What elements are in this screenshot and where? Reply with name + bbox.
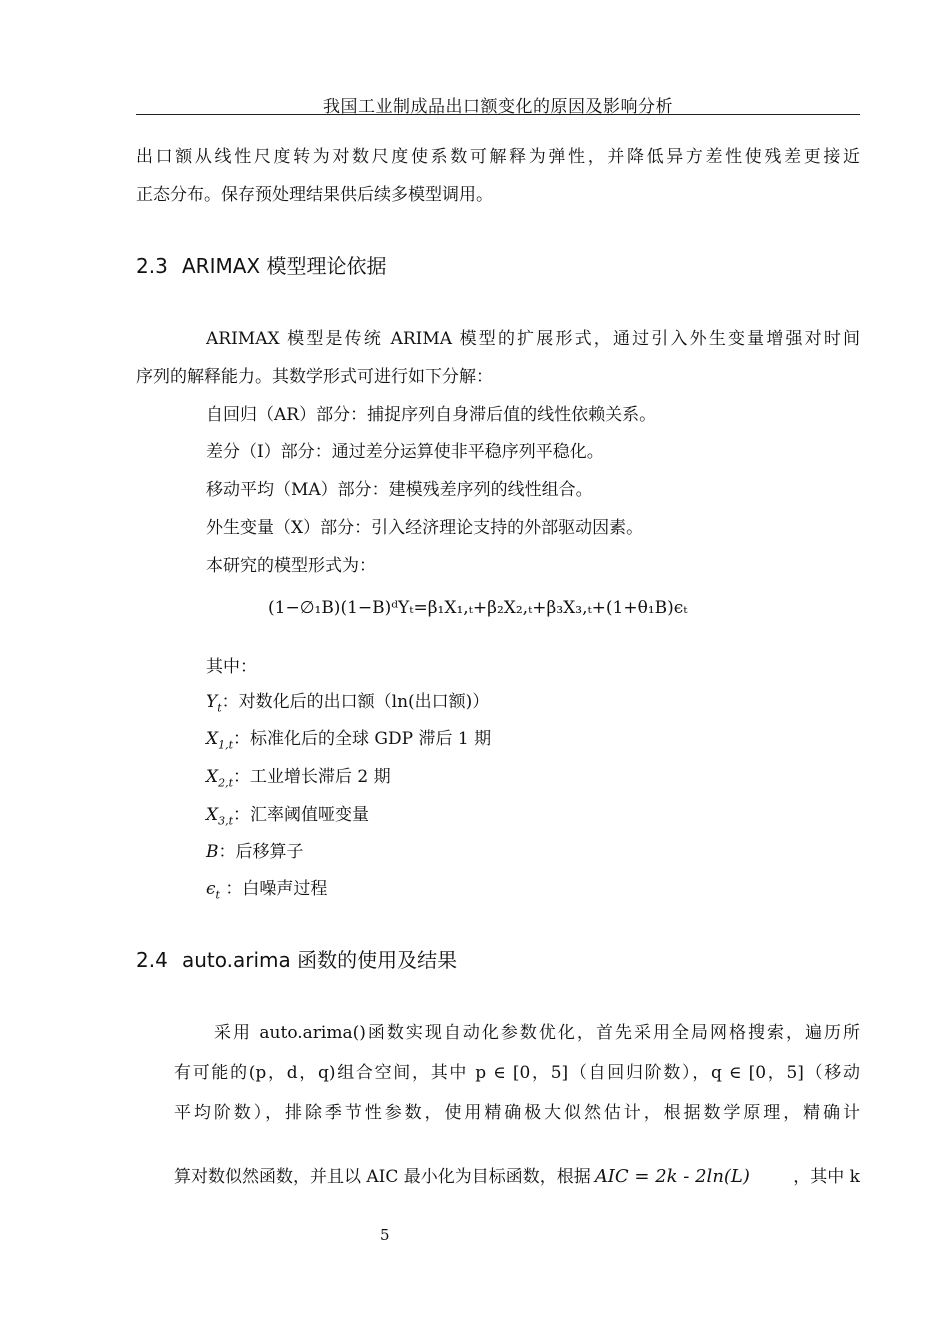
symbol: X [206,767,219,787]
model-form-intro: 本研究的模型形式为： [206,556,376,576]
paragraph-line: 采用 auto.arima()函数实现自动化参数优化，首先采用全局网格搜索，遍历所 [214,1023,860,1043]
definition-x1 [206,724,491,751]
list-item-x: 外生变量（X）部分：引入经济理论支持的外部驱动因素。 [206,518,644,538]
section-title: ARIMAX 模型理论依据 [182,254,387,278]
definition-text: ：后移算子 [218,842,304,862]
aic-line-tail: ，其中 k [793,1167,860,1187]
list-item-ma: 移动平均（MA）部分：建模残差序列的线性组合。 [206,480,593,500]
symbol: X [206,805,219,825]
definition-b [206,837,304,862]
definition-text: ：工业增长滞后 2 期 [233,767,391,787]
intro-line-1: 出口额从线性尺度转为对数尺度使系数可解释为弹性，并降低异方差性使残差更接近 [136,147,860,167]
symbol: ϵ [206,879,216,899]
section-number: 2.4 [136,948,168,972]
definition-text: ：标准化后的全球 GDP 滞后 1 期 [233,729,492,749]
symbol-subscript: t [215,888,220,902]
page-number: 5 [380,1226,390,1244]
definition-text: ：白噪声过程 [219,879,328,899]
definition-epsilon [206,874,327,901]
aic-line-text: 算对数似然函数，并且以 AIC 最小化为目标函数，根据 [174,1167,591,1187]
where-label: 其中： [206,657,257,677]
definition-text: ：汇率阈值哑变量 [233,805,370,825]
paragraph-line: 平均阶数），排除季节性参数，使用精确极大似然估计，根据数学原理，精确计 [174,1103,860,1123]
symbol: B [206,842,219,862]
section-number: 2.3 [136,254,168,278]
symbol: X [206,729,219,749]
definition-text: ：对数化后的出口额（ln(出口额)） [221,692,490,712]
paragraph-line: 有可能的(p，d，q)组合空间，其中 p ∈ [0，5]（自回归阶数），q ∈ [0，5]（移动 [174,1063,860,1083]
arimax-formula: (1−∅₁B)(1−B)ᵈYₜ=β₁X₁,ₜ+β₂X₂,ₜ+β₃X₃,ₜ+(1+θ₁B)ϵₜ [268,598,688,618]
symbol-subscript: 2,t [218,776,234,790]
running-header: 我国工业制成品出口额变化的原因及影响分析 [323,97,673,117]
definition-x2 [206,762,391,789]
paragraph-line-aic [174,1162,860,1187]
definition-x3 [206,800,369,827]
symbol-subscript: 1,t [218,738,234,752]
definition-y [206,687,489,714]
symbol: Y [206,692,218,712]
header-rule [136,114,860,115]
section-title: auto.arima 函数的使用及结果 [182,948,458,972]
list-item-i: 差分（I）部分：通过差分运算使非平稳序列平稳化。 [206,442,604,462]
section-heading-2-4 [136,944,457,973]
paragraph-line: 序列的解释能力。其数学形式可进行如下分解： [136,367,493,387]
section-heading-2-3 [136,250,386,279]
aic-formula: AIC = 2k - 2ln(L) [594,1166,750,1187]
symbol-subscript: t [217,701,222,715]
list-item-ar: 自回归（AR）部分：捕捉序列自身滞后值的线性依赖关系。 [206,405,657,425]
paragraph-line: ARIMAX 模型是传统 ARIMA 模型的扩展形式，通过引入外生变量增强对时间 [206,329,860,349]
symbol-subscript: 3,t [218,814,234,828]
intro-line-2: 正态分布。保存预处理结果供后续多模型调用。 [136,185,493,205]
